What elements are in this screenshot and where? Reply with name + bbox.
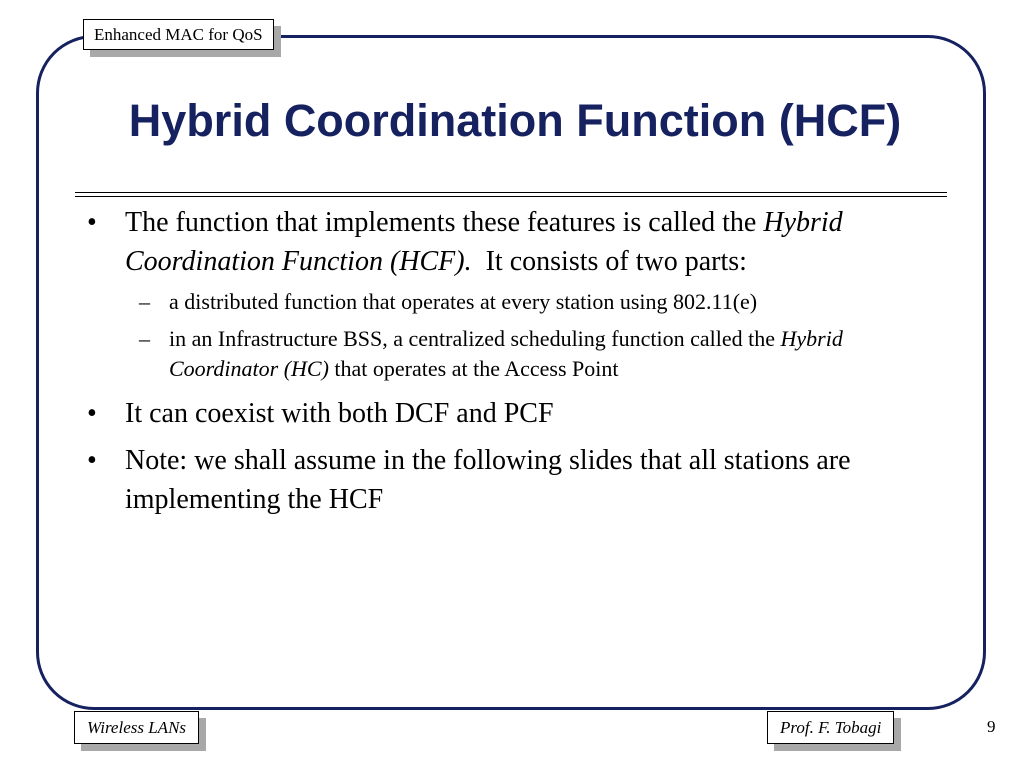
bullet-item bbox=[85, 203, 935, 281]
sub-bullet-text-emphasis: Hybrid Coordinator (HC) bbox=[169, 326, 843, 381]
bullet-marker: • bbox=[87, 398, 97, 429]
bullet-marker: • bbox=[87, 445, 97, 476]
bullet-marker: • bbox=[87, 207, 97, 238]
slide-title: Hybrid Coordination Function (HCF) bbox=[128, 95, 902, 146]
footer-author-tag: Prof. F. Tobagi bbox=[767, 711, 894, 744]
sub-bullet-text: in an Infrastructure BSS, a centralized scheduling function called the bbox=[169, 326, 776, 351]
sub-bullet-item bbox=[85, 324, 935, 384]
bullet-text: Note: we shall assume in the following slides that all stations are implementing the HCF bbox=[125, 445, 851, 515]
bullet-text: The function that implements these features is called the bbox=[125, 207, 757, 238]
topic-tag: Enhanced MAC for QoS bbox=[83, 19, 274, 50]
sub-bullet-marker: – bbox=[139, 289, 150, 314]
bullet-text-emphasis: Hybrid Coordination Function (HCF). bbox=[125, 207, 843, 277]
sub-bullet-text: that operates at the Access Point bbox=[334, 356, 619, 381]
sub-bullet-marker: – bbox=[139, 326, 150, 351]
sub-bullet-text: a distributed function that operates at every station using 802.11(e) bbox=[169, 289, 758, 314]
page-number: 9 bbox=[987, 717, 996, 736]
slide-body bbox=[85, 203, 935, 523]
sub-bullet-item bbox=[85, 287, 935, 317]
bullet-item bbox=[85, 394, 935, 433]
bullet-text: It consists of two parts: bbox=[485, 246, 747, 277]
title-divider-lower bbox=[75, 196, 947, 197]
bullet-text: It can coexist with both DCF and PCF bbox=[125, 398, 554, 429]
title-divider-upper bbox=[75, 192, 947, 193]
footer-course-tag: Wireless LANs bbox=[74, 711, 199, 744]
bullet-item bbox=[85, 441, 935, 519]
